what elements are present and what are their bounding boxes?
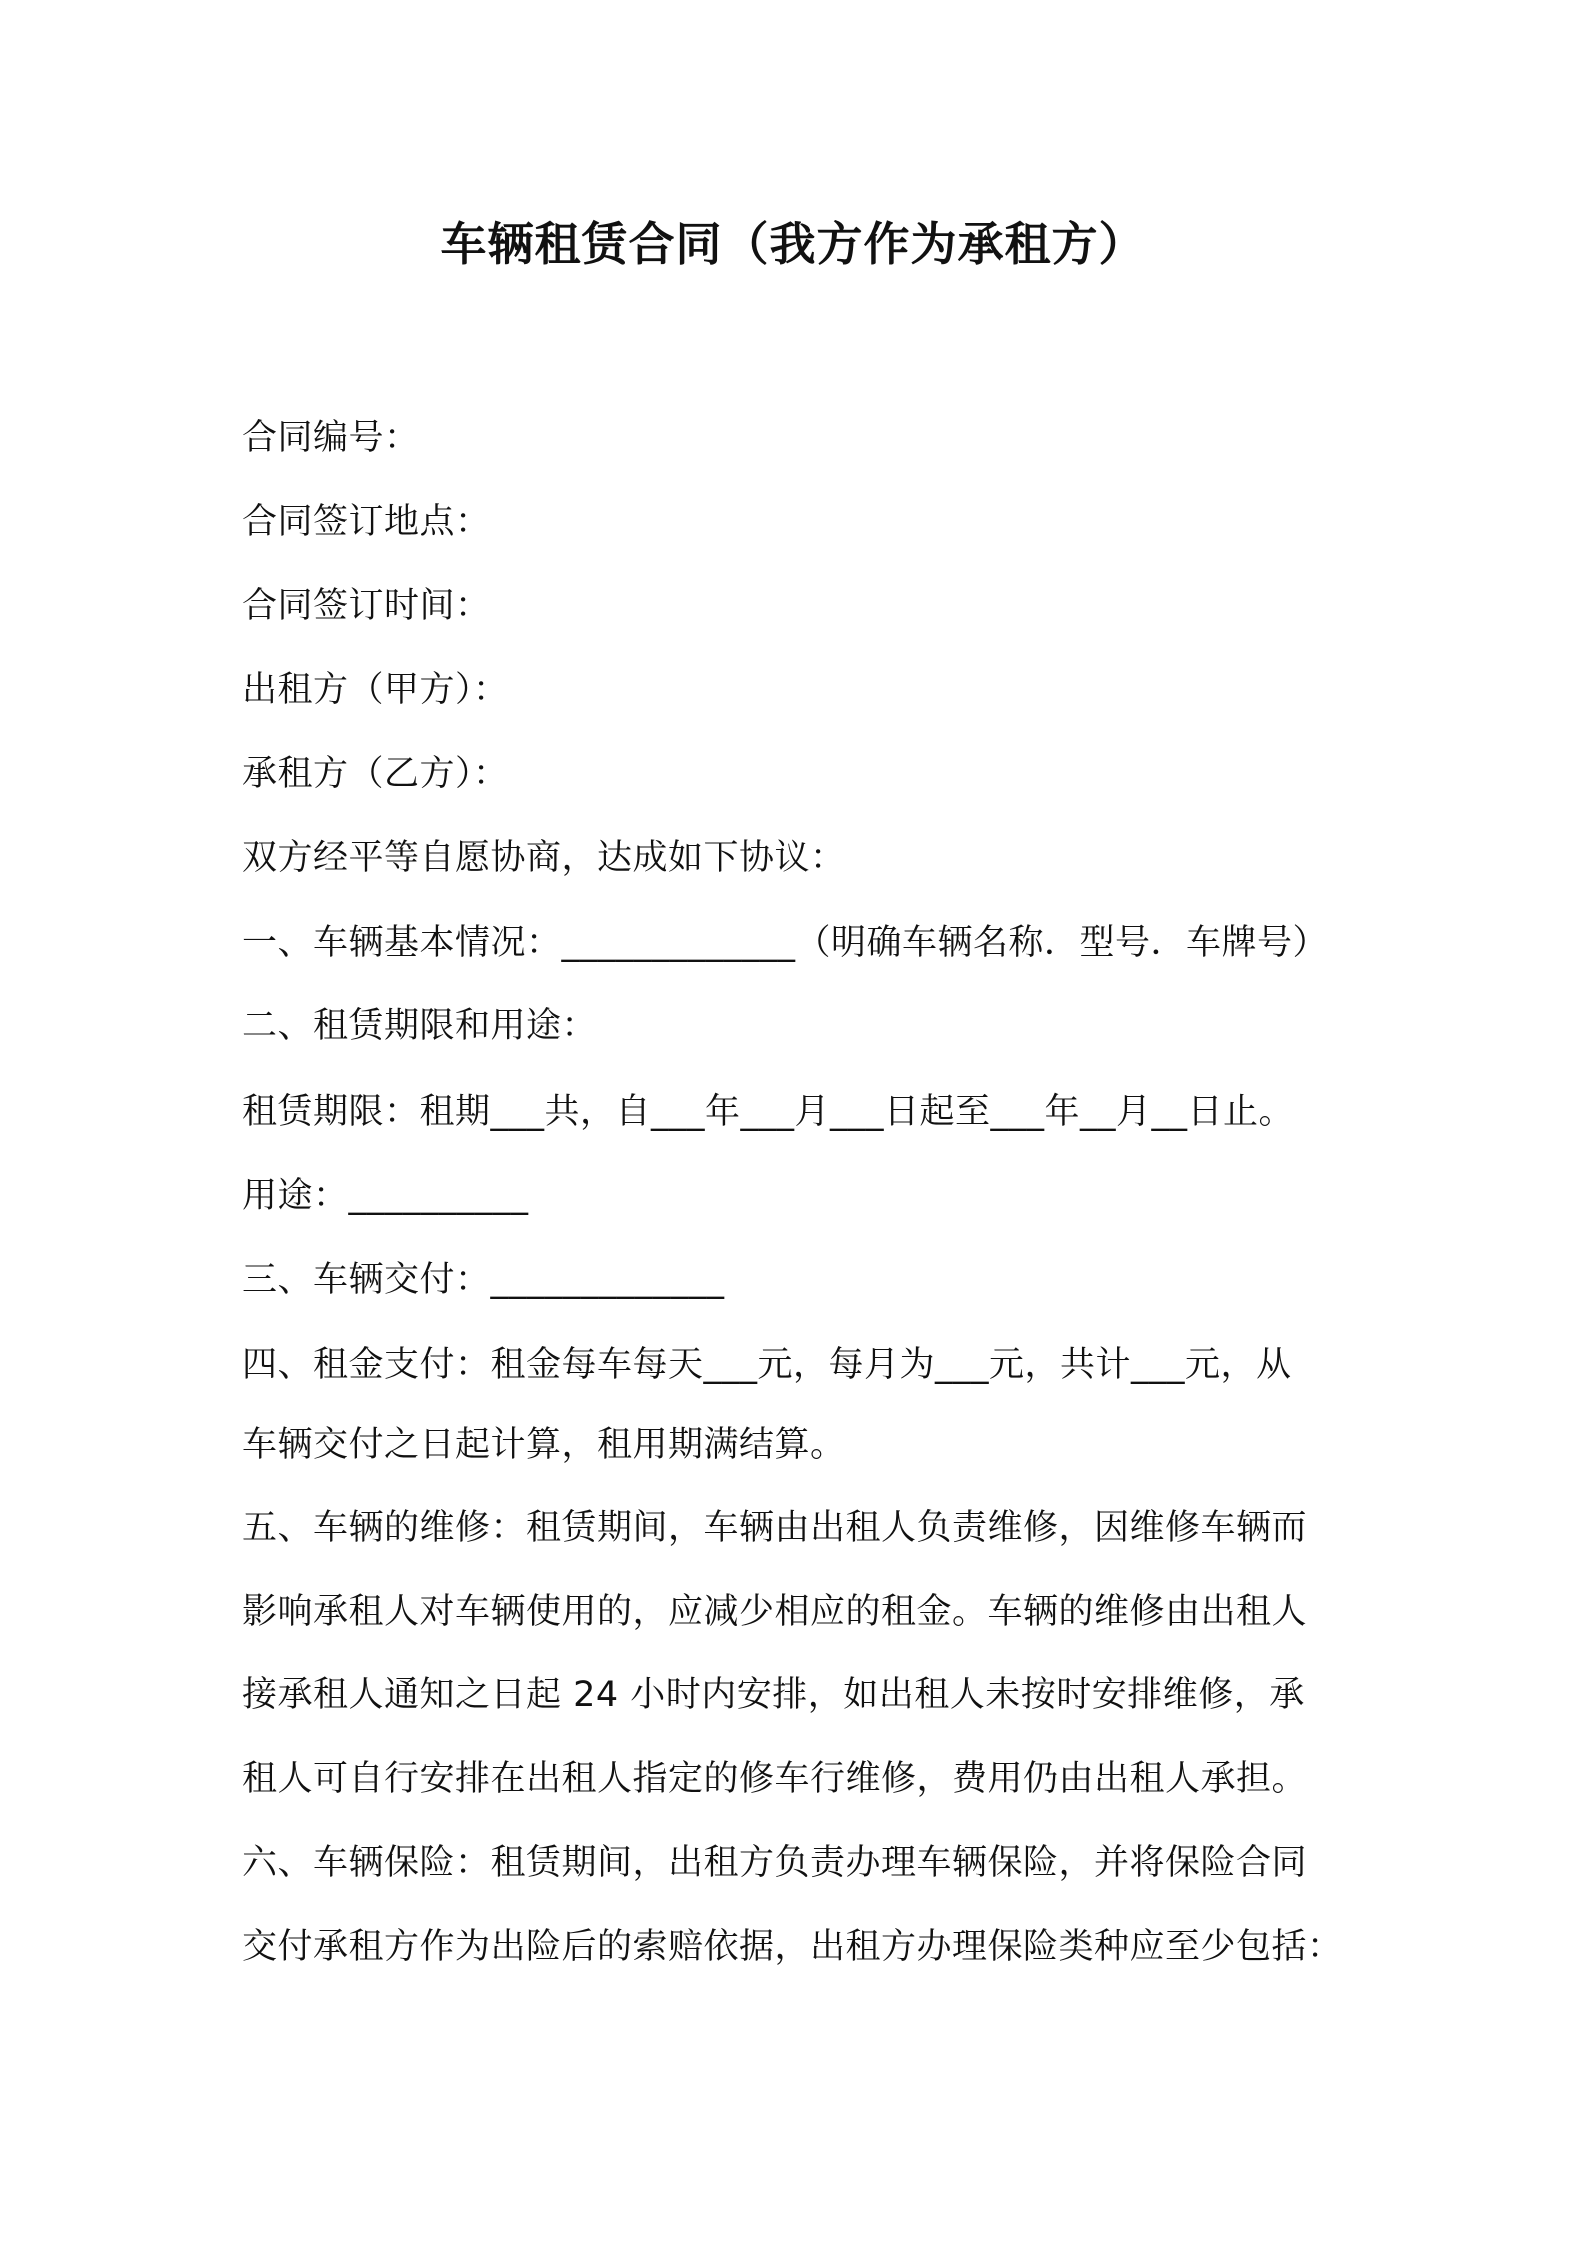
signing-place-line: 合同签订地点： <box>242 502 491 542</box>
lessee-line: 承租方（乙方）： <box>242 754 509 794</box>
clause-4-rent-line-2: 车辆交付之日起计算，租用期满结算。 <box>242 1425 846 1465</box>
clause-5-repair-line-1: 五、车辆的维修：租赁期间，车辆由出租人负责维修，因维修车辆而 <box>242 1508 1308 1548</box>
purpose-line: 用途：__________ <box>242 1176 529 1216</box>
clause-1-vehicle-info: 一、车辆基本情况：_____________（明确车辆名称．型号．车牌号） <box>242 923 1329 963</box>
signing-time-line: 合同签订时间： <box>242 586 491 626</box>
clause-4-rent-line-1: 四、租金支付：租金每车每天___元，每月为___元，共计___元，从 <box>242 1345 1292 1385</box>
clause-6-insurance-line-1: 六、车辆保险：租赁期间，出租方负责办理车辆保险，并将保险合同 <box>242 1843 1308 1883</box>
agreement-intro-line: 双方经平等自愿协商，达成如下协议： <box>242 838 846 878</box>
document-title: 车辆租赁合同（我方作为承租方） <box>440 217 1146 271</box>
clause-2-heading: 二、租赁期限和用途： <box>242 1006 598 1046</box>
clause-6-insurance-line-2: 交付承租方作为出险后的索赔依据，出租方办理保险类种应至少包括： <box>242 1927 1343 1967</box>
clause-5-repair-line-2: 影响承租人对车辆使用的，应减少相应的租金。车辆的维修由出租人 <box>242 1592 1308 1632</box>
lease-term-line: 租赁期限：租期___共，自___年___月___日起至___年__月__日止。 <box>242 1092 1295 1132</box>
lessor-line: 出租方（甲方）： <box>242 670 509 710</box>
clause-5-repair-line-3: 接承租人通知之日起 24 小时内安排，如出租人未按时安排维修，承 <box>242 1675 1305 1715</box>
clause-3-delivery: 三、车辆交付：_____________ <box>242 1260 725 1300</box>
contract-number-line: 合同编号： <box>242 418 420 458</box>
clause-5-repair-line-4: 租人可自行安排在出租人指定的修车行维修，费用仍由出租人承担。 <box>242 1759 1308 1799</box>
